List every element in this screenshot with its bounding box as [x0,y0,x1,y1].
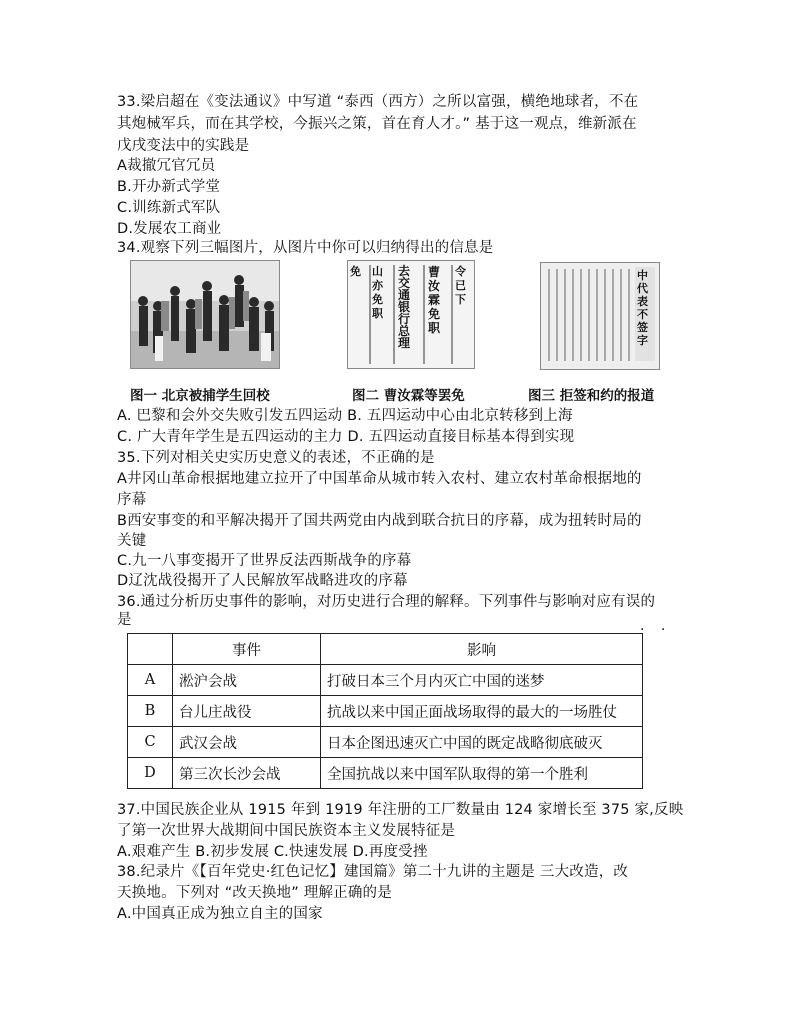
row-key: C [128,727,173,758]
q34-stem: 34.观察下列三幅图片，从图片中你可以归纳得出的信息是 [117,240,494,256]
table-row [128,665,643,696]
q35-option-b-line-1: B西安事变的和平解决揭开了国共两党由内战到联合抗日的序幕，成为扭转时局的 [117,513,642,529]
q37-stem-line-2: 了第一次世界大战期间中国民族资本主义发展特征是 [117,823,456,839]
row-key: B [128,696,173,727]
events-table [127,633,643,789]
q33-option-c: C.训练新式军队 [117,200,221,216]
row-key: A [128,665,173,696]
row-event: 淞沪会战 [173,665,321,696]
table-header-impact: 影响 [321,634,643,665]
q33-option-b: B.开办新式学堂 [117,179,221,195]
emphasis-dots: · · [640,622,672,638]
q35-option-c: C.九一八事变揭开了世界反法西斯战争的序幕 [117,553,412,569]
q33-option-d: D.发展农工商业 [117,221,222,237]
q38-stem-line-2: 天换地。下列对 “改天换地” 理解正确的是 [117,885,392,901]
q35-option-d: D辽沈战役揭开了人民解放军战略进攻的序幕 [117,573,408,589]
figure-2-col-5: 令 已 下 [455,265,466,306]
table-row [128,727,643,758]
figure-2-col-1: 免 [350,265,361,278]
row-event: 武汉会战 [173,727,321,758]
q34-options-line-1: A. 巴黎和会外交失败引发五四运动 B. 五四运动中心由北京转移到上海 [117,408,573,424]
table-header-event: 事件 [173,634,321,665]
q35-stem: 35.下列对相关史实历史意义的表述，不正确的是 [117,450,435,466]
row-event: 第三次长沙会战 [173,758,321,789]
q33-stem-line-2: 其炮械军兵，而在其学校，今振兴之策，首在育人才。” 基于这一观点，维新派在 [117,116,637,132]
row-impact: 全国抗战以来中国军队取得的第一个胜利 [321,758,643,789]
q37-options: A.艰难产生 B.初步发展 C.快速发展 D.再度受挫 [117,844,428,860]
table-header-key [128,634,173,665]
figure-3-photo [540,262,660,370]
row-impact: 打破日本三个月内灭亡中国的迷梦 [321,665,643,696]
q33-stem-line-1: 33.梁启超在《变法通议》中写道 “泰西（西方）之所以富强，横绝地球者，不在 [117,94,639,110]
table-header-row [128,634,643,665]
figure-2-col-3: 去 交 通 银 行 总 理 [398,264,411,350]
q36-stem-line-2: 是 [117,612,132,628]
figure-2-col-2: 山 亦 免 职 [372,265,383,320]
q35-option-a-line-1: A井冈山革命根据地建立拉开了中国革命从城市转入农村、建立农村革命根据地的 [117,471,642,487]
figure-2-col-4: 曹 汝 霖 免 职 [428,265,441,335]
row-impact: 抗战以来中国正面战场取得的最大的一场胜仗 [321,696,643,727]
figure-2-caption: 图二 曹汝霖等罢免 [352,388,465,404]
row-event: 台儿庄战役 [173,696,321,727]
row-impact: 日本企图迅速灭亡中国的既定战略彻底破灭 [321,727,643,758]
q38-option-a: A.中国真正成为独立自主的国家 [117,906,323,922]
q33-option-a: A裁撤冗官冗员 [117,158,216,174]
figure-1-photo [130,260,280,369]
q38-stem-line-1: 38.纪录片《【百年党史·红色记忆】建国篇》第二十九讲的主题是 三大改造，改 [117,864,629,880]
figure-1-caption: 图一 北京被捕学生回校 [130,388,270,404]
figure-2-photo [347,260,475,369]
figure-3-headline: 中 代 表 不 签 字 [637,269,648,347]
q35-option-a-line-2: 序幕 [117,492,147,508]
q34-options-line-2: C. 广大青年学生是五四运动的主力 D. 五四运动直接目标基本得到实现 [117,429,575,445]
q33-stem-line-3: 戊戌变法中的实践是 [117,138,250,154]
q36-stem-line-1: 36.通过分析历史事件的影响，对历史进行合理的解释。下列事件与影响对应有误的 [117,594,656,610]
q37-stem-line-1: 37.中国民族企业从 1915 年到 1919 年注册的工厂数量由 124 家增长至 375 家,反映 [117,802,684,818]
students-photo-image [131,261,279,368]
q35-option-b-line-2: 关键 [117,533,147,549]
table-row [128,696,643,727]
table-row [128,758,643,789]
row-key: D [128,758,173,789]
figure-3-caption: 图三 拒签和约的报道 [528,388,655,404]
